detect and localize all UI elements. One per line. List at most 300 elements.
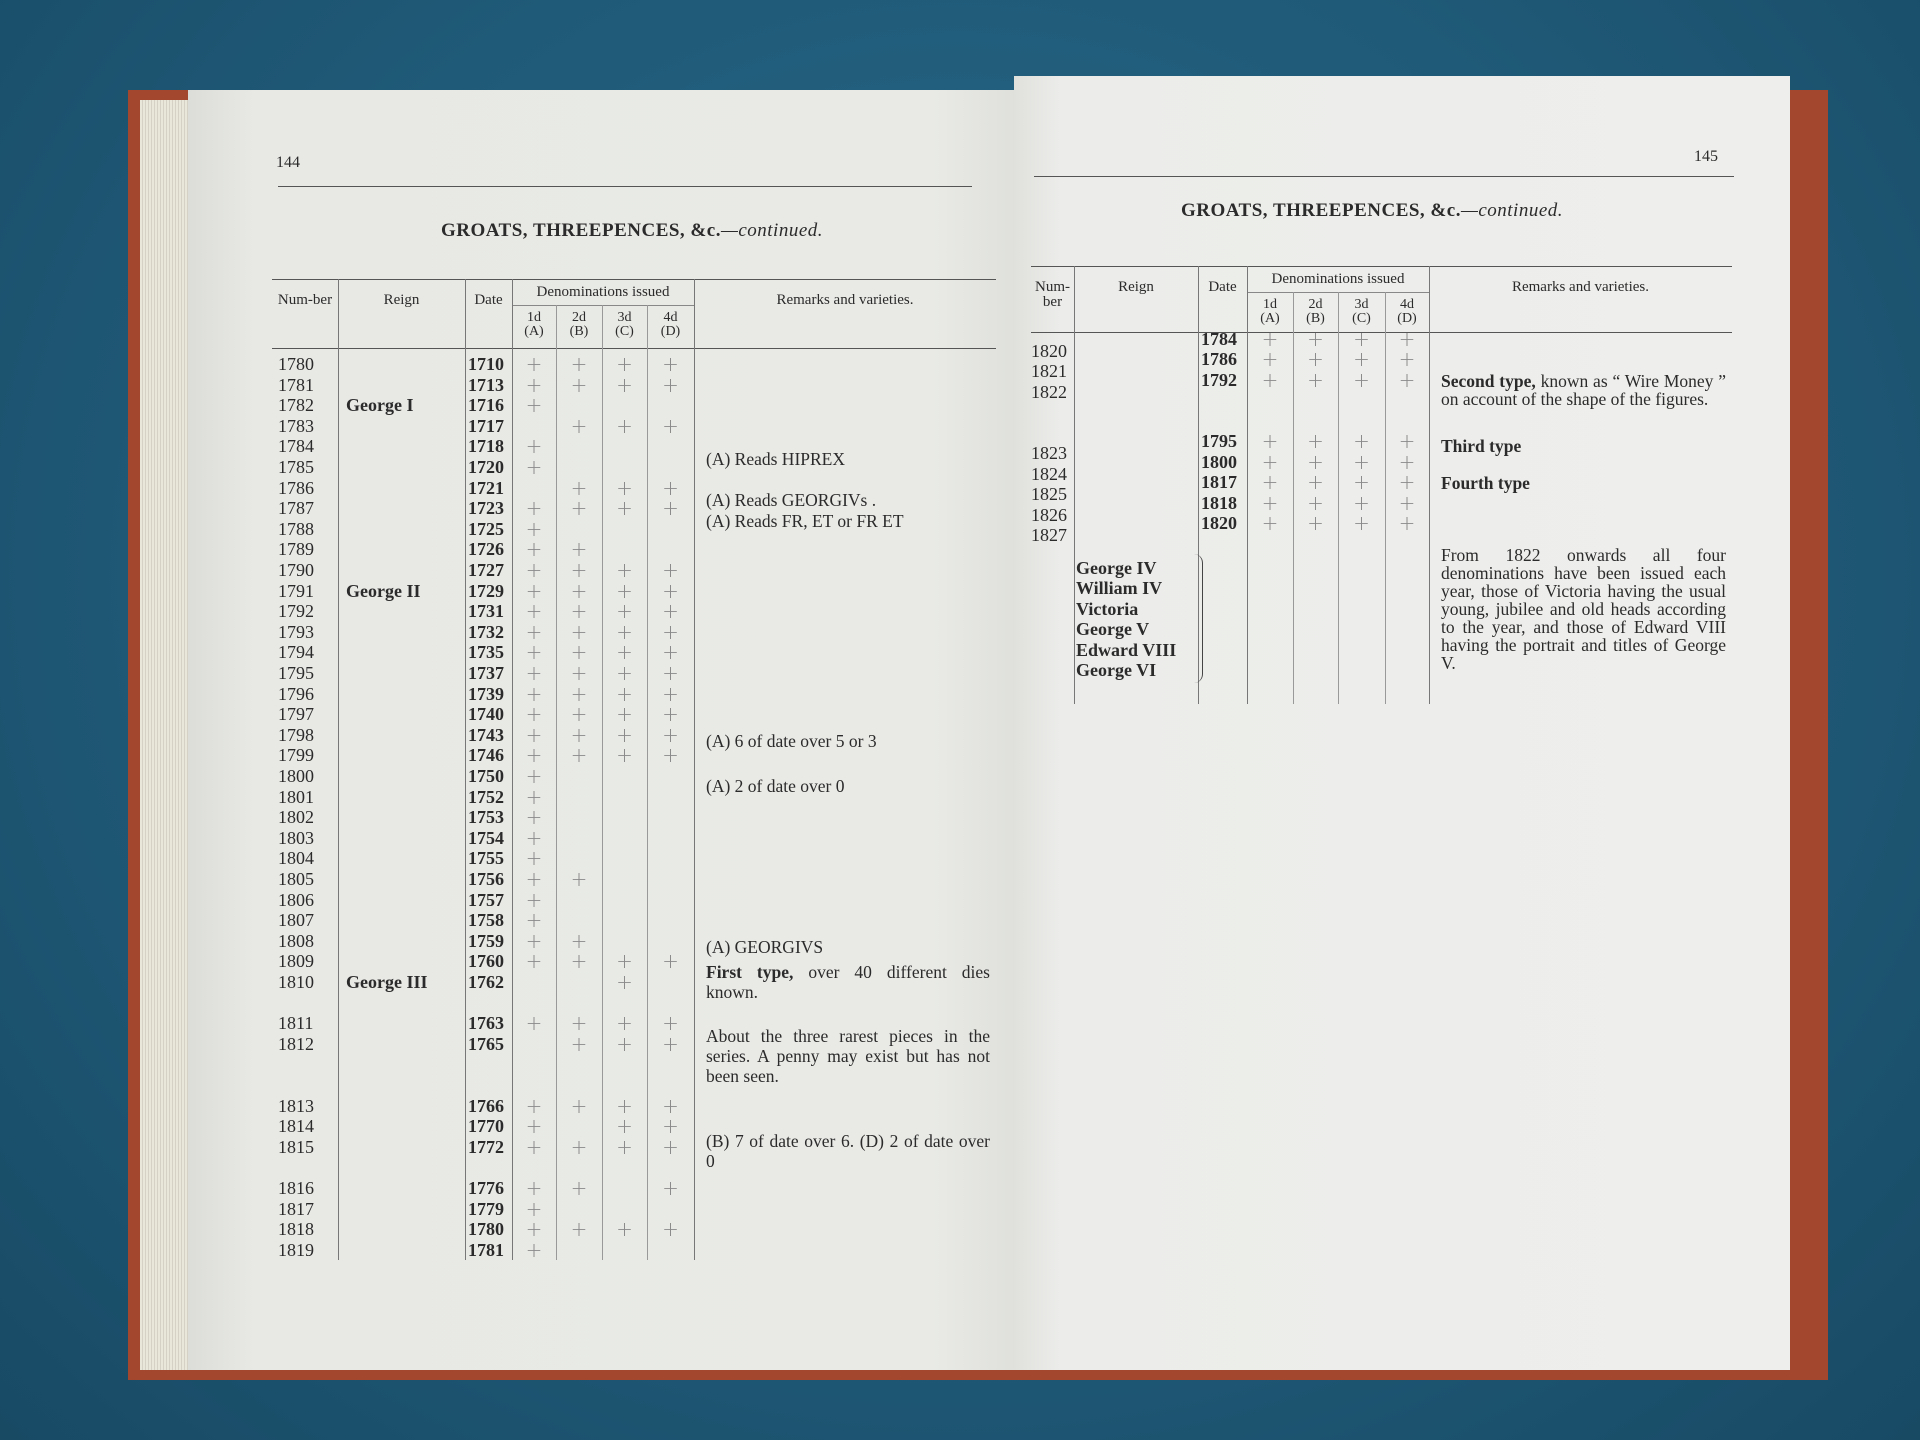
- row-date: 1717: [468, 415, 504, 436]
- issued-mark: +: [1398, 490, 1416, 515]
- issued-mark: +: [570, 867, 588, 891]
- issued-mark: +: [616, 475, 633, 500]
- issued-mark: +: [1307, 367, 1324, 392]
- issued-mark: +: [662, 949, 679, 974]
- column-divider: [1074, 266, 1075, 704]
- remark-lead: First type,: [706, 961, 794, 982]
- row-date: 1713: [468, 374, 504, 395]
- row-number: 1791: [278, 580, 314, 601]
- issued-mark: +: [1398, 511, 1416, 536]
- issued-mark: +: [525, 949, 543, 974]
- row-number: 1816: [278, 1178, 314, 1198]
- row-date: 1740: [468, 704, 504, 725]
- row-number: 1794: [278, 642, 314, 663]
- issued-mark: +: [662, 1114, 679, 1139]
- issued-mark: +: [525, 681, 543, 706]
- remark: [706, 1026, 990, 1086]
- issued-mark: +: [662, 352, 679, 376]
- row-date: 1780: [468, 1219, 504, 1240]
- issued-mark: +: [1398, 429, 1416, 454]
- issued-mark: +: [525, 887, 543, 912]
- issued-mark: +: [525, 784, 543, 809]
- table-header-rule: [272, 348, 996, 349]
- row-reign: George III: [346, 972, 428, 992]
- row-reign: Victoria: [1076, 598, 1139, 619]
- header-denomination: 1d (A): [1260, 297, 1280, 326]
- row-number: 1820: [1031, 341, 1067, 361]
- issued-mark: +: [1307, 511, 1324, 536]
- row-number: 1810: [278, 972, 314, 992]
- row-date: 1766: [468, 1095, 504, 1116]
- issued-mark: +: [616, 640, 633, 665]
- row-date: 1743: [468, 724, 504, 745]
- issued-mark: +: [525, 825, 543, 850]
- row-number: 1822: [1031, 381, 1067, 402]
- row-date: 1795: [1201, 431, 1237, 452]
- title-text: GROATS, THREEPENCES, &c.: [440, 220, 721, 241]
- header-denomination: 3d (C): [1352, 297, 1371, 326]
- issued-mark: +: [662, 1011, 679, 1036]
- header-denomination: 2d (B): [1306, 297, 1325, 326]
- row-date: 1765: [468, 1033, 504, 1054]
- table-top-rule: [1031, 266, 1732, 267]
- issued-mark: +: [570, 1011, 588, 1036]
- remark-lead: Third type: [1441, 436, 1522, 457]
- remark: [1441, 474, 1726, 492]
- issued-mark: +: [570, 475, 588, 500]
- issued-mark: +: [570, 722, 588, 747]
- issued-mark: +: [662, 681, 679, 706]
- row-number: 1789: [278, 539, 314, 560]
- row-date: 1784: [1201, 329, 1237, 349]
- issued-mark: +: [525, 537, 543, 562]
- row-number: 1809: [278, 951, 314, 972]
- row-number: 1800: [278, 766, 314, 786]
- issued-mark: +: [1307, 490, 1324, 515]
- issued-mark: +: [525, 702, 543, 727]
- issued-mark: +: [1261, 327, 1279, 351]
- row-reign: George I: [346, 395, 414, 416]
- remark: [1441, 546, 1726, 672]
- remark-lead: Fourth type: [1441, 473, 1530, 494]
- issued-mark: +: [525, 1196, 543, 1221]
- row-date: 1792: [1201, 369, 1237, 390]
- issued-mark: +: [616, 496, 633, 521]
- issued-mark: +: [1353, 511, 1370, 536]
- issued-mark: +: [570, 640, 588, 665]
- row-number: 1811: [278, 1013, 314, 1034]
- remark: [706, 937, 990, 957]
- issued-mark: +: [1261, 449, 1279, 474]
- remark-lead: Second type,: [1441, 370, 1536, 391]
- issued-mark: +: [662, 619, 679, 644]
- issued-mark: +: [570, 537, 588, 562]
- row-date: 1755: [468, 848, 504, 869]
- row-date: 1731: [468, 601, 504, 622]
- issued-mark: +: [525, 434, 543, 459]
- issued-mark: +: [662, 743, 679, 768]
- row-number: 1798: [278, 724, 314, 745]
- issued-mark: +: [1307, 449, 1324, 474]
- issued-mark: +: [525, 599, 543, 624]
- issued-mark: +: [1398, 470, 1416, 495]
- row-number: 1818: [278, 1219, 314, 1240]
- issued-mark: +: [525, 661, 543, 685]
- issued-mark: +: [570, 661, 588, 685]
- header-denomination: 3d (C): [615, 310, 634, 339]
- issued-mark: +: [616, 578, 633, 603]
- issued-mark: +: [525, 496, 543, 521]
- row-date: 1727: [468, 560, 504, 580]
- row-date: 1735: [468, 642, 504, 663]
- issued-mark: +: [1261, 490, 1279, 515]
- issued-mark: +: [525, 455, 543, 479]
- row-reign: William IV: [1076, 578, 1163, 599]
- row-date: 1820: [1201, 513, 1237, 534]
- row-date: 1721: [468, 477, 504, 498]
- page-edges: [140, 100, 192, 1370]
- row-reign: George VI: [1076, 660, 1157, 681]
- issued-mark: +: [662, 1217, 679, 1242]
- row-number: 1824: [1031, 463, 1067, 484]
- row-date: 1720: [468, 457, 504, 477]
- row-number: 1797: [278, 704, 314, 725]
- row-number: 1814: [278, 1116, 314, 1137]
- issued-mark: +: [525, 1237, 543, 1262]
- column-divider: [694, 279, 695, 1260]
- remark-text: About the three rarest pieces in the series. A penny may exist but has not been seen.: [706, 1025, 990, 1086]
- issued-mark: +: [1353, 490, 1370, 515]
- issued-mark: +: [525, 619, 543, 644]
- title-text: GROATS, THREEPENCES, &c.: [1180, 200, 1461, 221]
- row-date: 1729: [468, 580, 504, 601]
- issued-mark: +: [525, 352, 543, 376]
- header-denomination: 1d (A): [524, 310, 544, 339]
- header-denominations: Denominations issued: [1271, 271, 1405, 287]
- issued-mark: +: [616, 1093, 633, 1118]
- row-date: 1718: [468, 436, 504, 457]
- issued-mark: +: [525, 722, 543, 747]
- remark-text: (A) Reads FR, ET or FR ET: [706, 510, 904, 531]
- issued-mark: +: [525, 1134, 543, 1159]
- header-reign: Reign: [1118, 279, 1154, 295]
- row-date: 1772: [468, 1136, 504, 1157]
- row-number: 1821: [1031, 361, 1067, 382]
- issued-mark: +: [1398, 449, 1416, 474]
- issued-mark: +: [570, 578, 588, 603]
- issued-mark: +: [570, 1093, 588, 1118]
- row-date: 1786: [1201, 349, 1237, 370]
- issued-mark: +: [525, 1176, 543, 1200]
- column-divider: [465, 279, 466, 1260]
- row-date: 1754: [468, 827, 504, 848]
- reign-brace: [1194, 554, 1203, 683]
- issued-mark: +: [1261, 367, 1279, 392]
- row-date: 1737: [468, 663, 504, 683]
- row-number: 1825: [1031, 484, 1067, 505]
- issued-mark: +: [1398, 347, 1416, 372]
- remark-text: over 40 different dies known.: [706, 961, 990, 1002]
- issued-mark: +: [662, 413, 679, 438]
- row-date: 1756: [468, 869, 504, 889]
- row-number: 1819: [278, 1239, 314, 1260]
- issued-mark: +: [1398, 327, 1416, 351]
- row-number: 1790: [278, 560, 314, 580]
- row-number: 1793: [278, 621, 314, 642]
- row-number: 1806: [278, 889, 314, 910]
- issued-mark: +: [616, 661, 633, 685]
- row-date: 1716: [468, 395, 504, 416]
- issued-mark: +: [1307, 347, 1324, 372]
- issued-mark: +: [525, 908, 543, 933]
- remark: [706, 1131, 990, 1171]
- row-reign: George IV: [1076, 558, 1157, 579]
- remark: [706, 490, 990, 510]
- issued-mark: +: [570, 599, 588, 624]
- remark-text: known as “ Wire Money ” on account of the shape of the figures.: [1441, 370, 1726, 409]
- issued-mark: +: [525, 928, 543, 953]
- header-number: Num-ber: [277, 292, 333, 308]
- header-denomination: 2d (B): [569, 310, 589, 339]
- row-number: 1781: [278, 374, 314, 395]
- header-rule: [278, 186, 972, 187]
- issued-mark: +: [570, 1031, 588, 1056]
- row-number: 1808: [278, 930, 314, 951]
- issued-mark: +: [570, 1176, 588, 1200]
- issued-mark: +: [662, 599, 679, 624]
- row-date: 1762: [468, 972, 504, 992]
- row-reign: Edward VIII: [1076, 639, 1177, 660]
- issued-mark: +: [525, 578, 543, 603]
- header-denomination: 4d (D): [660, 310, 681, 339]
- issued-mark: +: [616, 413, 633, 438]
- issued-mark: +: [570, 702, 588, 727]
- row-number: 1805: [278, 869, 314, 889]
- issued-mark: +: [1353, 367, 1370, 392]
- issued-mark: +: [525, 516, 543, 541]
- row-date: 1781: [468, 1239, 504, 1260]
- issued-mark: +: [616, 599, 633, 624]
- issued-mark: +: [1353, 449, 1370, 474]
- row-date: 1776: [468, 1178, 504, 1198]
- header-rule: [1034, 176, 1734, 177]
- row-date: 1760: [468, 951, 504, 972]
- issued-mark: +: [525, 1114, 543, 1139]
- row-date: 1725: [468, 518, 504, 539]
- row-number: 1795: [278, 663, 314, 683]
- issued-mark: +: [570, 558, 588, 582]
- issued-mark: +: [662, 661, 679, 685]
- remark-text: From 1822 onwards all four denominations have been issued each year, those of Victoria having the usual young, jubilee and old heads according to the year, and those of Edward VIII having the portrait and titles of George V.: [1441, 544, 1726, 673]
- row-date: 1759: [468, 930, 504, 951]
- row-number: 1784: [278, 436, 314, 457]
- row-number: 1812: [278, 1033, 314, 1054]
- remark-text: (A) GEORGIVS: [706, 936, 824, 957]
- denominations-rule: [512, 305, 694, 306]
- row-number: 1787: [278, 498, 314, 519]
- remark-text: (A) Reads GEORGIVs .: [706, 489, 877, 510]
- header-reign: Reign: [383, 292, 420, 308]
- column-divider: [338, 279, 339, 1260]
- row-date: 1746: [468, 745, 504, 766]
- issued-mark: +: [570, 413, 588, 438]
- header-denomination: 4d (D): [1397, 297, 1417, 326]
- remark-text: (A) 6 of date over 5 or 3: [706, 730, 877, 751]
- issued-mark: +: [1353, 470, 1370, 495]
- row-number: 1801: [278, 786, 314, 807]
- row-date: 1800: [1201, 451, 1237, 472]
- page-number: 145: [1694, 148, 1718, 165]
- row-number: 1827: [1031, 525, 1067, 546]
- title-suffix: —continued.: [1460, 200, 1564, 221]
- row-number: 1823: [1031, 443, 1067, 464]
- issued-mark: +: [1261, 470, 1279, 495]
- remark: [706, 511, 990, 531]
- issued-mark: +: [570, 352, 588, 376]
- issued-mark: +: [525, 743, 543, 768]
- row-date: 1732: [468, 621, 504, 642]
- issued-mark: +: [525, 1093, 543, 1118]
- issued-mark: +: [1353, 347, 1370, 372]
- row-date: 1818: [1201, 492, 1237, 513]
- page-title: [441, 220, 823, 242]
- issued-mark: +: [1261, 429, 1279, 454]
- issued-mark: +: [525, 640, 543, 665]
- row-date: 1752: [468, 786, 504, 807]
- row-date: 1770: [468, 1116, 504, 1137]
- issued-mark: +: [662, 578, 679, 603]
- issued-mark: +: [616, 949, 633, 974]
- row-date: 1723: [468, 498, 504, 519]
- row-date: 1750: [468, 766, 504, 786]
- column-divider: [556, 305, 557, 1260]
- issued-mark: +: [1353, 327, 1370, 351]
- page-title: [1181, 200, 1563, 222]
- issued-mark: +: [1307, 327, 1324, 351]
- issued-mark: +: [525, 1011, 543, 1036]
- row-number: 1785: [278, 457, 314, 477]
- row-date: 1739: [468, 683, 504, 704]
- issued-mark: +: [525, 372, 543, 397]
- remark: [706, 776, 990, 796]
- issued-mark: +: [616, 1031, 633, 1056]
- header-date: Date: [474, 292, 503, 308]
- issued-mark: +: [570, 681, 588, 706]
- issued-mark: +: [616, 619, 633, 644]
- issued-mark: +: [616, 372, 633, 397]
- issued-mark: +: [525, 764, 543, 788]
- issued-mark: +: [570, 1217, 588, 1242]
- remark: [706, 731, 990, 751]
- issued-mark: +: [525, 805, 543, 830]
- row-date: 1726: [468, 539, 504, 560]
- issued-mark: +: [570, 743, 588, 768]
- row-number: 1780: [278, 354, 314, 374]
- header-remarks: Remarks and varieties.: [1511, 279, 1650, 295]
- issued-mark: +: [570, 619, 588, 644]
- issued-mark: +: [1307, 470, 1324, 495]
- issued-mark: +: [616, 558, 633, 582]
- page-number: 144: [276, 154, 300, 171]
- issued-mark: +: [570, 949, 588, 974]
- row-number: 1782: [278, 395, 314, 416]
- remark-text: (B) 7 of date over 6. (D) 2 of date over 0: [706, 1130, 990, 1171]
- issued-mark: +: [525, 558, 543, 582]
- issued-mark: +: [616, 722, 633, 747]
- header-date: Date: [1208, 279, 1237, 295]
- issued-mark: +: [616, 970, 633, 994]
- right-page: [1014, 76, 1790, 1370]
- issued-mark: +: [662, 1176, 679, 1200]
- header-denominations: Denominations issued: [536, 284, 670, 300]
- row-number: 1815: [278, 1136, 314, 1157]
- remark-text: (A) 2 of date over 0: [706, 776, 845, 797]
- row-reign: George II: [346, 580, 421, 601]
- issued-mark: +: [662, 558, 679, 582]
- issued-mark: +: [525, 867, 543, 891]
- row-date: 1753: [468, 807, 504, 828]
- row-number: 1803: [278, 827, 314, 848]
- issued-mark: +: [525, 393, 543, 418]
- row-number: 1813: [278, 1095, 314, 1116]
- issued-mark: +: [616, 743, 633, 768]
- header-number: Num-ber: [1035, 279, 1070, 310]
- issued-mark: +: [1261, 347, 1279, 372]
- row-number: 1786: [278, 477, 314, 498]
- issued-mark: +: [616, 1114, 633, 1139]
- issued-mark: +: [662, 1031, 679, 1056]
- row-date: 1758: [468, 910, 504, 931]
- table-top-rule: [272, 279, 996, 280]
- column-divider: [1429, 266, 1430, 704]
- row-date: 1757: [468, 889, 504, 910]
- issued-mark: +: [662, 1093, 679, 1118]
- remark: [1441, 372, 1726, 408]
- issued-mark: +: [662, 1134, 679, 1159]
- issued-mark: +: [662, 475, 679, 500]
- row-number: 1796: [278, 683, 314, 704]
- row-date: 1763: [468, 1013, 504, 1034]
- issued-mark: +: [662, 722, 679, 747]
- row-date: 1779: [468, 1198, 504, 1219]
- issued-mark: +: [1307, 429, 1324, 454]
- row-number: 1826: [1031, 504, 1067, 525]
- issued-mark: +: [616, 1217, 633, 1242]
- issued-mark: +: [616, 702, 633, 727]
- issued-mark: +: [662, 372, 679, 397]
- issued-mark: +: [662, 702, 679, 727]
- issued-mark: +: [570, 928, 588, 953]
- row-number: 1799: [278, 745, 314, 766]
- row-number: 1783: [278, 415, 314, 436]
- issued-mark: +: [525, 1217, 543, 1242]
- issued-mark: +: [616, 681, 633, 706]
- row-number: 1788: [278, 518, 314, 539]
- row-number: 1792: [278, 601, 314, 622]
- header-remarks: Remarks and varieties.: [776, 292, 914, 308]
- issued-mark: +: [1261, 511, 1279, 536]
- issued-mark: +: [525, 846, 543, 871]
- left-page: [188, 90, 1016, 1370]
- remark: [1441, 437, 1726, 455]
- issued-mark: +: [616, 1134, 633, 1159]
- issued-mark: +: [616, 1011, 633, 1036]
- issued-mark: +: [662, 640, 679, 665]
- row-number: 1804: [278, 848, 314, 869]
- remark-text: (A) Reads HIPREX: [706, 448, 846, 469]
- remark: [706, 962, 990, 1002]
- issued-mark: +: [1353, 429, 1370, 454]
